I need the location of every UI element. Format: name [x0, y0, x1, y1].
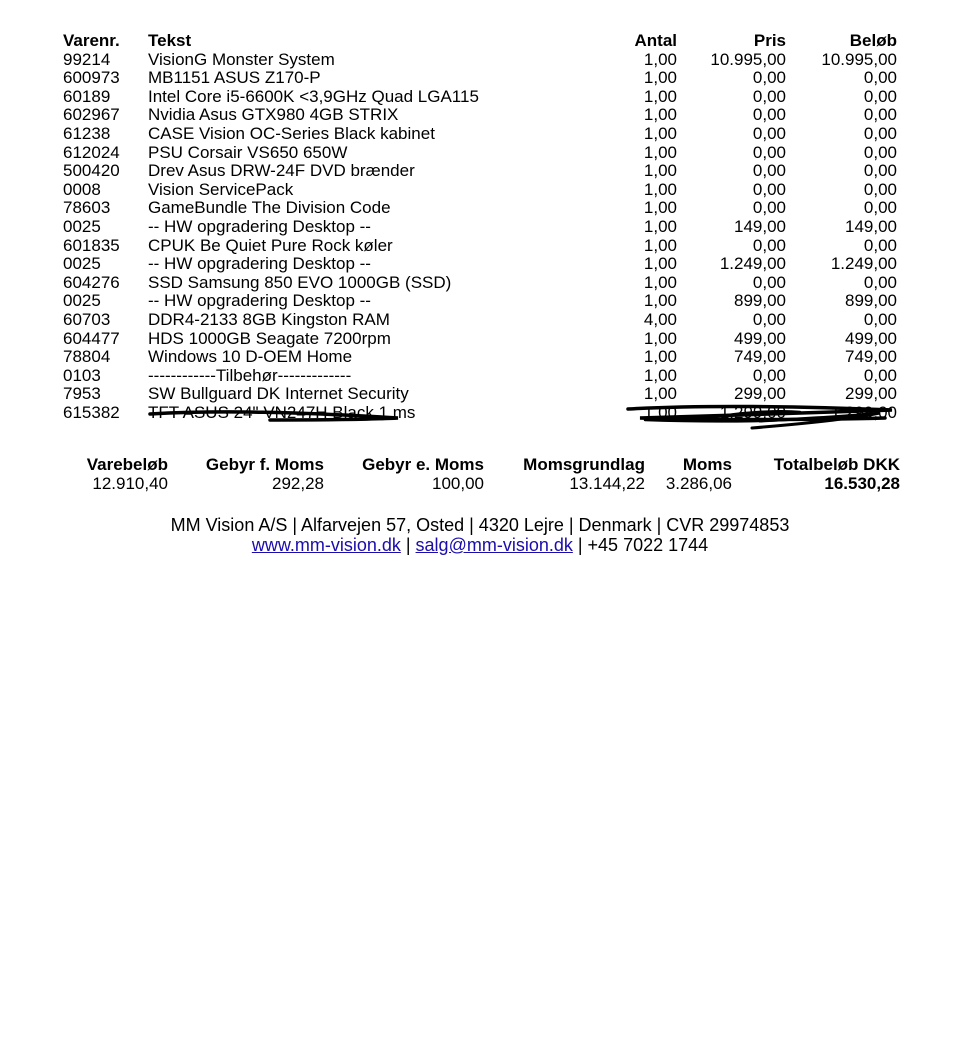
item-quantity: 1,00 — [643, 49, 677, 69]
item-description: -- HW opgradering Desktop -- — [148, 291, 371, 311]
item-quantity: 1,00 — [643, 142, 677, 162]
momsgrundlag-value: 13.144,22 — [569, 473, 645, 493]
item-quantity: 1,00 — [643, 235, 677, 255]
item-number: 78603 — [63, 198, 111, 218]
item-number: 602967 — [63, 105, 120, 125]
totalbelob-label: Totalbeløb DKK — [773, 455, 900, 474]
table-row — [0, 348, 960, 367]
phone-text: | +45 7022 1744 — [572, 535, 709, 555]
item-amount: 0,00 — [863, 105, 897, 125]
item-price: 899,00 — [734, 291, 786, 311]
table-row — [0, 181, 960, 200]
item-number: 601835 — [63, 235, 120, 255]
item-number: 604276 — [63, 272, 120, 292]
table-row — [0, 106, 960, 125]
item-number: 612024 — [63, 142, 120, 162]
item-quantity: 1,00 — [643, 123, 677, 143]
email-link[interactable]: salg@mm-vision.dk — [415, 535, 573, 555]
total-varebelob — [87, 456, 168, 493]
item-number: 0025 — [63, 216, 101, 236]
table-row — [0, 199, 960, 218]
item-amount: 0,00 — [863, 309, 897, 329]
item-description: Intel Core i5-6600K <3,9GHz Quad LGA115 — [148, 86, 479, 106]
header-pris: Pris — [753, 31, 786, 50]
item-amount: 0,00 — [863, 365, 897, 385]
item-quantity: 1,00 — [643, 254, 677, 274]
item-amount: 0,00 — [863, 123, 897, 143]
item-number: 0103 — [63, 365, 101, 385]
header-tekst: Tekst — [148, 31, 192, 50]
item-price: 0,00 — [752, 235, 786, 255]
item-price: 0,00 — [752, 68, 786, 88]
item-description: Nvidia Asus GTX980 4GB STRIX — [148, 105, 399, 125]
item-quantity: 1,00 — [643, 179, 677, 199]
item-price: 0,00 — [752, 105, 786, 125]
item-amount: 0,00 — [863, 161, 897, 181]
item-price: 0,00 — [752, 161, 786, 181]
table-row — [0, 218, 960, 237]
item-amount: 749,00 — [845, 347, 897, 367]
item-price: 0,00 — [752, 142, 786, 162]
gebyr-f-moms-value: 292,28 — [272, 473, 324, 493]
item-price: 0,00 — [752, 272, 786, 292]
item-quantity: 1,00 — [643, 216, 677, 236]
table-row — [0, 367, 960, 386]
item-amount: 0,00 — [863, 179, 897, 199]
item-quantity: 4,00 — [643, 309, 677, 329]
item-number: 500420 — [63, 161, 120, 181]
table-row — [0, 311, 960, 330]
item-description: SW Bullguard DK Internet Security — [148, 384, 409, 404]
table-row — [0, 162, 960, 181]
item-number: 615382 — [63, 402, 120, 422]
item-amount: 0,00 — [863, 68, 897, 88]
item-amount: 10.995,00 — [821, 49, 897, 69]
totals-section — [0, 456, 960, 496]
gebyr-e-moms-label: Gebyr e. Moms — [362, 455, 484, 474]
table-row — [0, 404, 960, 423]
item-price: 0,00 — [752, 179, 786, 199]
moms-value: 3.286,06 — [665, 473, 732, 493]
table-header-row — [0, 32, 960, 51]
contact-separator: | — [400, 535, 416, 555]
item-amount: 299,00 — [845, 384, 897, 404]
table-row — [0, 144, 960, 163]
company-contact-line — [0, 535, 960, 555]
total-totalbelob — [774, 456, 900, 493]
item-number: 99214 — [63, 49, 111, 69]
table-row — [0, 330, 960, 349]
item-price: 299,00 — [734, 384, 786, 404]
item-description: GameBundle The Division Code — [148, 198, 391, 218]
item-quantity: 1,00 — [643, 272, 677, 292]
header-varenr: Varenr. — [63, 31, 120, 50]
total-gebyr-f-moms — [206, 456, 324, 493]
table-row — [0, 237, 960, 256]
item-amount: 0,00 — [863, 272, 897, 292]
item-amount: 1.249,00 — [830, 254, 897, 274]
item-amount: 0,00 — [863, 198, 897, 218]
item-price: 149,00 — [734, 216, 786, 236]
item-quantity: 1,00 — [643, 161, 677, 181]
item-description: Windows 10 D-OEM Home — [148, 347, 353, 367]
item-price: 1.249,00 — [719, 254, 786, 274]
item-price: 0,00 — [752, 86, 786, 106]
item-amount: 0,00 — [863, 142, 897, 162]
item-price: 0,00 — [752, 123, 786, 143]
header-antal: Antal — [634, 31, 677, 50]
item-description: Drev Asus DRW-24F DVD brænder — [148, 161, 415, 181]
item-quantity: 1,00 — [643, 328, 677, 348]
varebelob-value: 12.910,40 — [92, 473, 168, 493]
item-quantity: 1,00 — [643, 402, 677, 422]
item-description: CPUK Be Quiet Pure Rock køler — [148, 235, 393, 255]
item-number: 600973 — [63, 68, 120, 88]
item-quantity: 1,00 — [643, 291, 677, 311]
item-description: Vision ServicePack — [148, 179, 294, 199]
item-quantity: 1,00 — [643, 384, 677, 404]
item-description: SSD Samsung 850 EVO 1000GB (SSD) — [148, 272, 452, 292]
item-price: 499,00 — [734, 328, 786, 348]
item-description: -- HW opgradering Desktop -- — [148, 216, 371, 236]
item-quantity: 1,00 — [643, 105, 677, 125]
moms-label: Moms — [682, 455, 732, 474]
item-description: DDR4-2133 8GB Kingston RAM — [148, 309, 390, 329]
header-belob: Beløb — [849, 31, 897, 50]
item-description: PSU Corsair VS650 650W — [148, 142, 348, 162]
table-row — [0, 69, 960, 88]
item-description: TFT ASUS 24" VN247H Black 1 ms — [148, 402, 416, 422]
table-row — [0, 51, 960, 70]
item-price: 1.299,00 — [719, 402, 786, 422]
company-footer — [0, 515, 960, 555]
table-row — [0, 255, 960, 274]
item-price: 0,00 — [752, 365, 786, 385]
item-number: 0008 — [63, 179, 101, 199]
table-row — [0, 88, 960, 107]
total-gebyr-e-moms — [362, 456, 484, 493]
item-description: ------------Tilbehør------------- — [148, 365, 352, 385]
company-address-line: MM Vision A/S | Alfarvejen 57, Osted | 4320 Lejre | Denmark | CVR 29974853 — [170, 515, 790, 535]
item-price: 749,00 — [734, 347, 786, 367]
item-description: CASE Vision OC-Series Black kabinet — [148, 123, 435, 143]
item-amount: 149,00 — [845, 216, 897, 236]
invoice-lines-table — [0, 32, 960, 422]
item-amount: 499,00 — [845, 328, 897, 348]
item-amount: 1.299,00 — [830, 402, 897, 422]
item-number: 60703 — [63, 309, 111, 329]
item-description: VisionG Monster System — [148, 49, 335, 69]
item-amount: 899,00 — [845, 291, 897, 311]
website-link[interactable]: www.mm-vision.dk — [251, 535, 401, 555]
total-momsgrundlag — [523, 456, 645, 493]
item-number: 7953 — [63, 384, 101, 404]
item-price: 10.995,00 — [710, 49, 786, 69]
item-description: MB1151 ASUS Z170-P — [148, 68, 321, 88]
item-quantity: 1,00 — [643, 347, 677, 367]
varebelob-label: Varebeløb — [86, 455, 168, 474]
item-amount: 0,00 — [863, 86, 897, 106]
momsgrundlag-label: Momsgrundlag — [523, 455, 645, 474]
totalbelob-value: 16.530,28 — [824, 473, 900, 493]
total-moms — [666, 456, 732, 493]
item-number: 604477 — [63, 328, 120, 348]
item-quantity: 1,00 — [643, 68, 677, 88]
item-amount: 0,00 — [863, 235, 897, 255]
table-row — [0, 125, 960, 144]
item-number: 60189 — [63, 86, 111, 106]
item-quantity: 1,00 — [643, 86, 677, 106]
item-price: 0,00 — [752, 309, 786, 329]
table-row — [0, 274, 960, 293]
item-quantity: 1,00 — [643, 198, 677, 218]
item-description: HDS 1000GB Seagate 7200rpm — [148, 328, 391, 348]
item-number: 0025 — [63, 291, 101, 311]
table-row — [0, 292, 960, 311]
item-number: 0025 — [63, 254, 101, 274]
gebyr-f-moms-label: Gebyr f. Moms — [205, 455, 324, 474]
item-number: 78804 — [63, 347, 111, 367]
gebyr-e-moms-value: 100,00 — [432, 473, 484, 493]
table-row — [0, 385, 960, 404]
item-price: 0,00 — [752, 198, 786, 218]
item-description: -- HW opgradering Desktop -- — [148, 254, 371, 274]
item-quantity: 1,00 — [643, 365, 677, 385]
item-number: 61238 — [63, 123, 111, 143]
